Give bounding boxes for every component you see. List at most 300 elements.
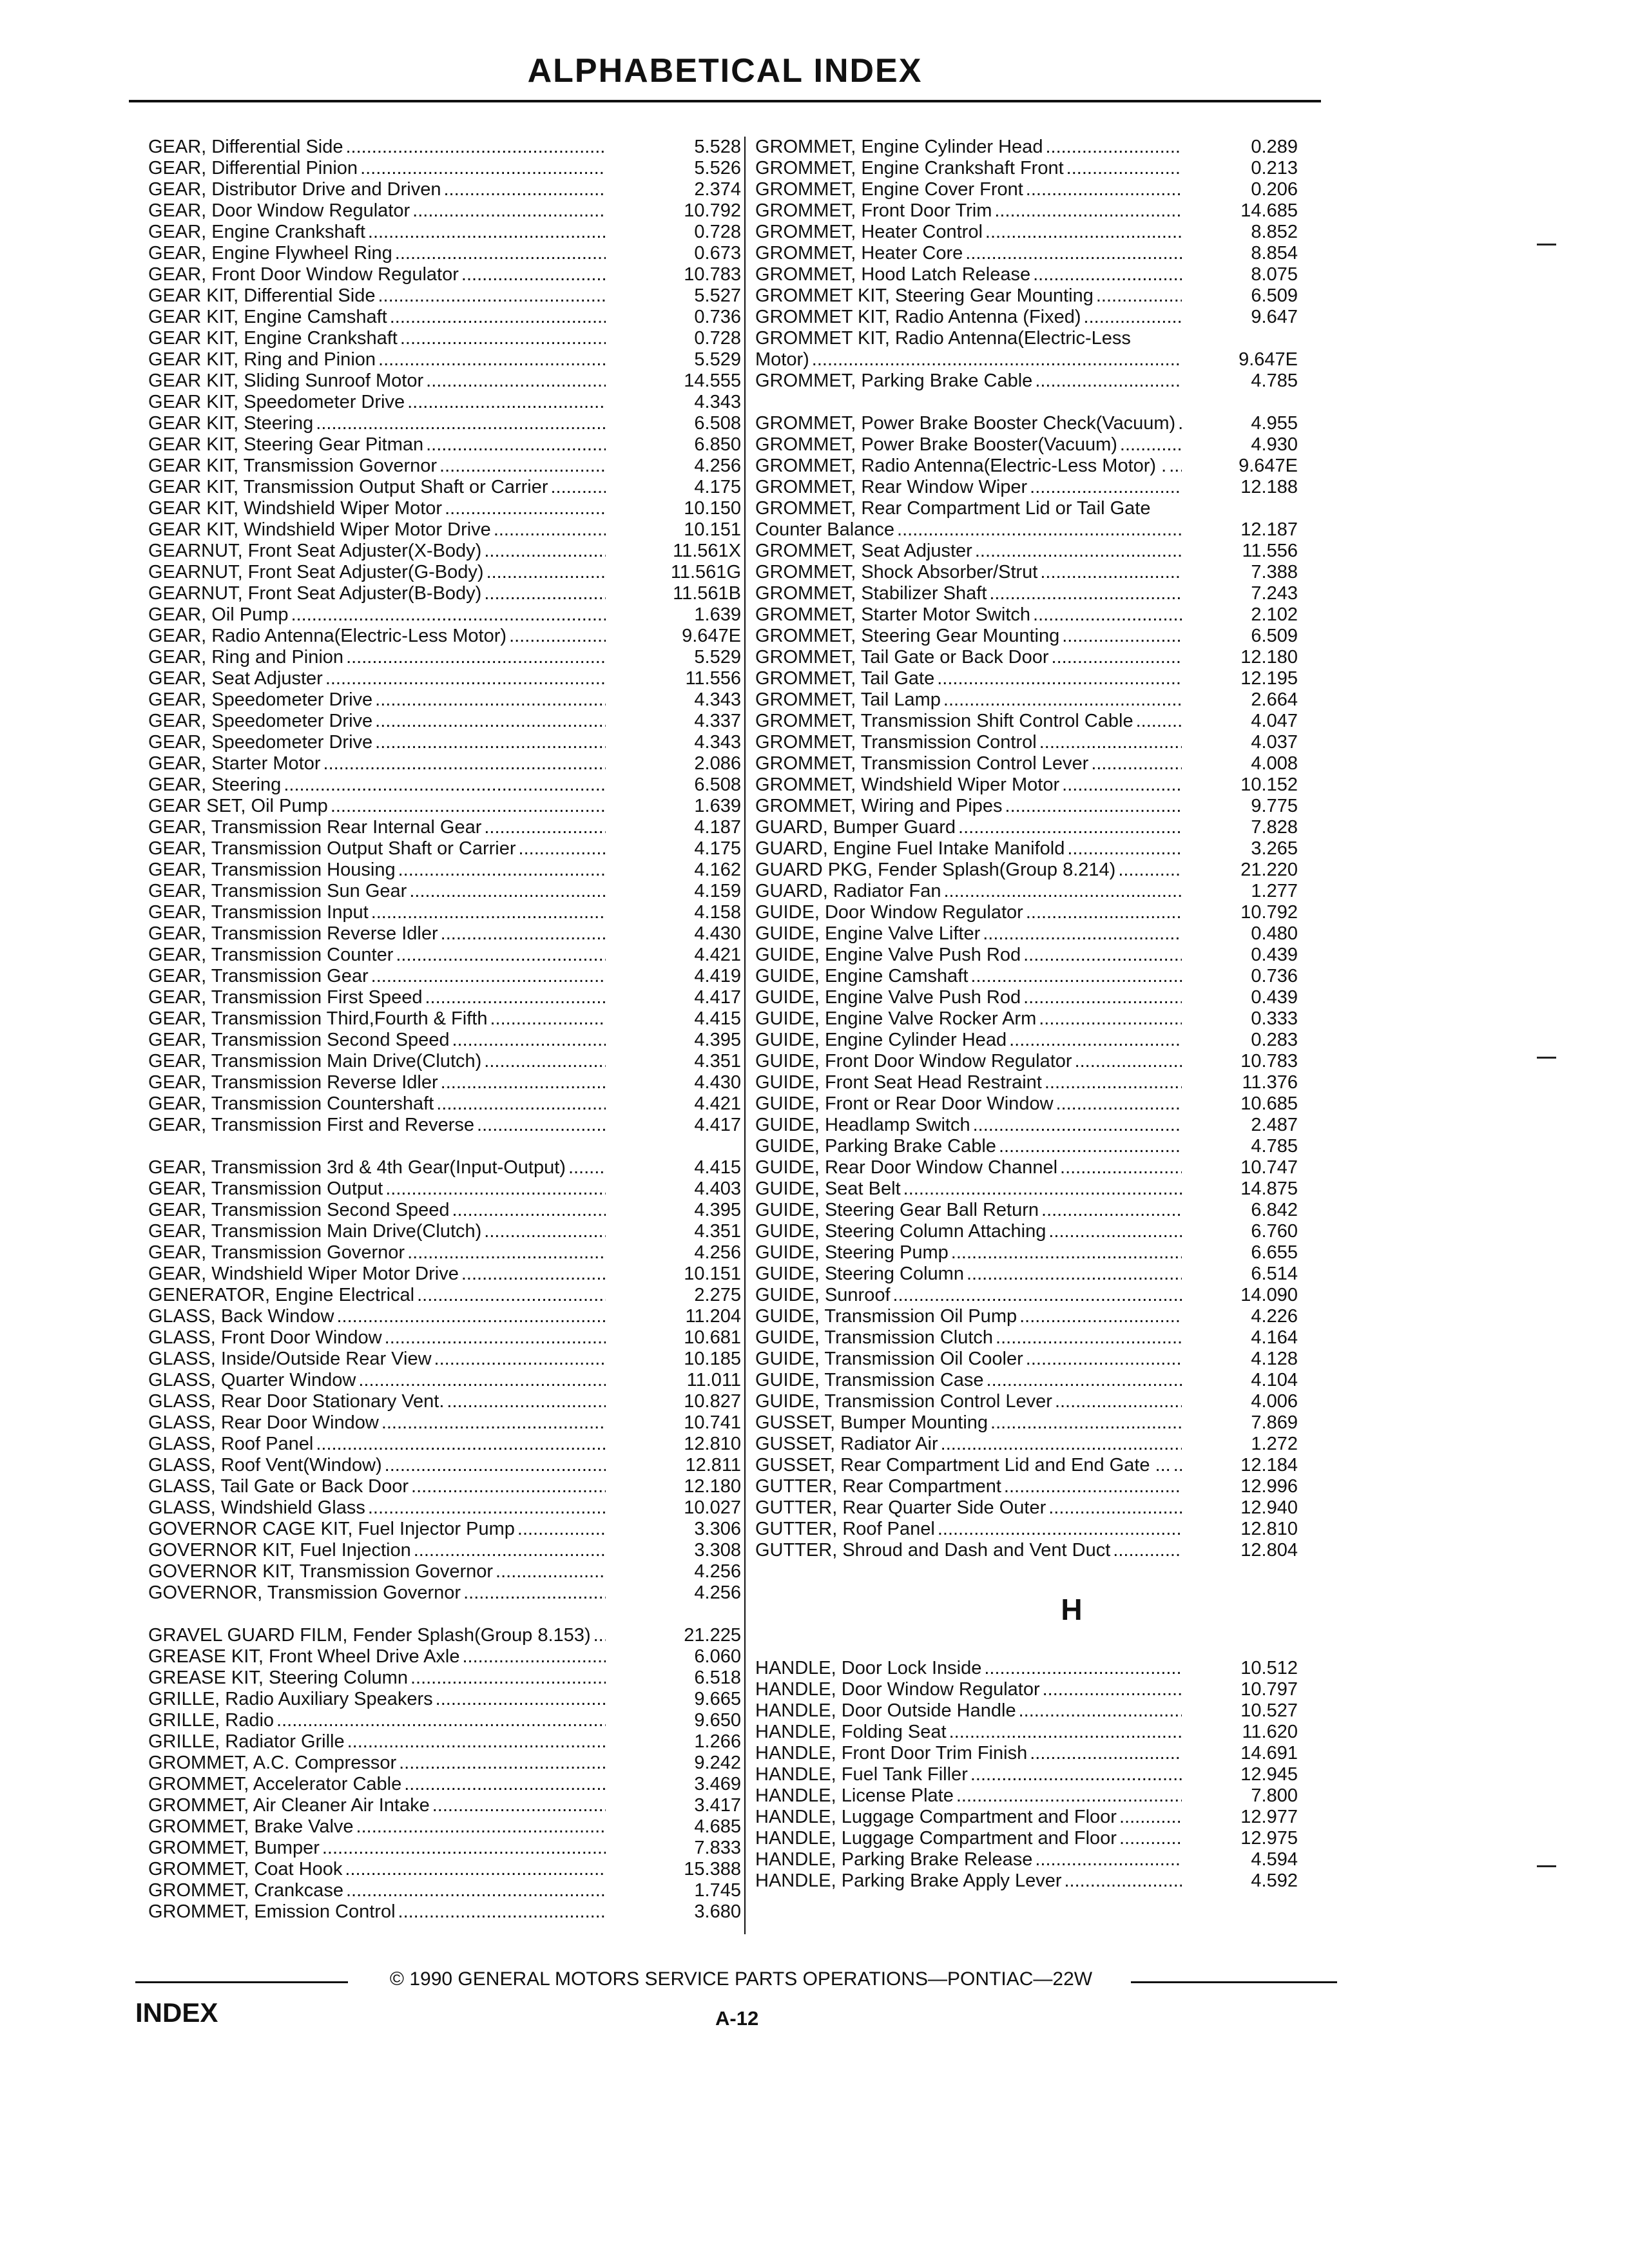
index-entry-name bbox=[755, 1115, 1182, 1136]
index-entry-name bbox=[148, 243, 606, 264]
index-entry bbox=[148, 1434, 741, 1455]
index-entry-name bbox=[148, 1753, 606, 1774]
index-entry-name bbox=[148, 434, 606, 456]
index-entry bbox=[148, 264, 741, 285]
index-entry bbox=[148, 243, 741, 264]
index-entry-ref: 10.783 bbox=[684, 264, 741, 285]
index-entry bbox=[755, 456, 1298, 477]
index-entry-name bbox=[148, 1519, 606, 1540]
index-entry-name bbox=[148, 179, 606, 200]
index-entry-name-text: GEAR, Differential Side bbox=[148, 137, 346, 157]
index-entry-ref: 0.206 bbox=[1251, 179, 1298, 200]
index-entry bbox=[148, 817, 741, 838]
index-entry-ref: 12.180 bbox=[684, 1476, 741, 1497]
index-entry-name bbox=[148, 1115, 606, 1136]
index-entry-name-text: HANDLE, Luggage Compartment and Floor bbox=[755, 1828, 1119, 1849]
index-entry bbox=[148, 923, 741, 945]
index-entry bbox=[755, 1722, 1298, 1743]
index-entry-ref: 10.512 bbox=[1240, 1658, 1298, 1678]
index-entry-name bbox=[755, 1370, 1182, 1391]
index-entry bbox=[148, 1327, 741, 1349]
index-entry-name bbox=[148, 1051, 606, 1072]
index-entry-name-text: GUTTER, Shroud and Dash and Vent Duct bbox=[755, 1540, 1113, 1561]
index-entry-name-text: GUTTER, Roof Panel bbox=[755, 1519, 938, 1539]
index-entry-ref: 6.518 bbox=[694, 1667, 741, 1688]
index-entry-name-text: HANDLE, Door Window Regulator bbox=[755, 1679, 1043, 1700]
index-entry bbox=[755, 1178, 1298, 1200]
index-entry-name-text: GUIDE, Engine Camshaft bbox=[755, 966, 970, 986]
index-entry-name bbox=[755, 753, 1182, 774]
index-entry bbox=[755, 264, 1298, 285]
index-entry-name bbox=[755, 1200, 1182, 1221]
index-entry-name bbox=[148, 1327, 606, 1349]
index-entry-ref: 14.090 bbox=[1240, 1285, 1298, 1305]
index-entry bbox=[148, 434, 741, 456]
index-entry-name bbox=[148, 902, 606, 923]
index-entry-name-text: GUIDE, Engine Cylinder Head bbox=[755, 1030, 1009, 1050]
index-entry-name-text: GUIDE, Front Seat Head Restraint bbox=[755, 1072, 1045, 1093]
index-entry-ref: 1.277 bbox=[1251, 881, 1298, 901]
index-entry-ref: 12.184 bbox=[1240, 1455, 1298, 1475]
index-entry-name-text: GEAR, Transmission Second Speed bbox=[148, 1200, 452, 1220]
index-entry bbox=[755, 711, 1298, 732]
index-entry-ref: 1.745 bbox=[694, 1880, 741, 1901]
index-entry bbox=[148, 562, 741, 583]
index-entry-name bbox=[755, 881, 1182, 902]
index-entry-ref: 9.647 bbox=[1251, 307, 1298, 327]
index-entry-name-text: GEAR, Radio Antenna(Electric-Less Motor) bbox=[148, 626, 509, 646]
index-entry-ref: 2.374 bbox=[694, 179, 741, 200]
index-entry-ref: 4.008 bbox=[1251, 753, 1298, 774]
index-entry-ref: 12.811 bbox=[685, 1455, 741, 1475]
index-entry bbox=[755, 966, 1298, 987]
index-entry-ref: 4.175 bbox=[694, 477, 741, 497]
index-entry-name-text: GEAR, Transmission Second Speed bbox=[148, 1030, 452, 1050]
index-entry-name bbox=[755, 1327, 1182, 1349]
index-entry-name-text: GEAR, Speedometer Drive bbox=[148, 711, 375, 731]
index-entry-name-text: GUIDE, Seat Belt bbox=[755, 1178, 903, 1199]
index-entry-name-text: GUIDE, Front or Rear Door Window bbox=[755, 1093, 1056, 1114]
index-entry-name-text: GEAR, Transmission Countershaft bbox=[148, 1093, 436, 1114]
index-entry-name-text: GEAR, Oil Pump bbox=[148, 604, 291, 625]
index-entry-name bbox=[148, 1667, 606, 1689]
index-entry bbox=[755, 1391, 1298, 1412]
index-entry-ref: 4.592 bbox=[1251, 1870, 1298, 1891]
index-entry bbox=[148, 392, 741, 413]
index-entry-name-text: GEAR, Transmission Input bbox=[148, 902, 371, 923]
index-entry-name-text: GUIDE, Parking Brake Cable bbox=[755, 1136, 999, 1157]
index-entry bbox=[148, 222, 741, 243]
index-entry-ref: 4.430 bbox=[694, 1072, 741, 1093]
index-entry-name bbox=[755, 817, 1182, 838]
index-entry-ref: 12.187 bbox=[1240, 519, 1298, 540]
index-entry-name bbox=[148, 1625, 606, 1646]
index-entry-name-text: GEAR KIT, Speedometer Drive bbox=[148, 392, 407, 412]
index-entry-name bbox=[148, 1689, 606, 1710]
index-entry-name bbox=[755, 604, 1182, 626]
index-entry-name bbox=[148, 796, 606, 817]
index-entry-name bbox=[148, 604, 606, 626]
index-entry-ref: 9.647E bbox=[1239, 456, 1298, 476]
index-entry-name-text: GEAR, Transmission Main Drive(Clutch) bbox=[148, 1051, 484, 1072]
index-entry-ref: 2.275 bbox=[694, 1285, 741, 1305]
index-entry-ref: 4.037 bbox=[1251, 732, 1298, 753]
index-entry-ref: 0.213 bbox=[1251, 158, 1298, 178]
index-entry-name-text: GRILLE, Radio bbox=[148, 1710, 276, 1731]
index-entry bbox=[148, 137, 741, 158]
index-entry bbox=[148, 711, 741, 732]
index-entry-name-text: GROMMET, Transmission Control Lever bbox=[755, 753, 1091, 774]
index-entry bbox=[755, 689, 1298, 711]
index-entry bbox=[148, 1264, 741, 1285]
index-entry-name bbox=[148, 456, 606, 477]
index-entry-name bbox=[755, 498, 1182, 541]
index-entry bbox=[755, 562, 1298, 583]
index-entry bbox=[148, 1646, 741, 1667]
index-entry bbox=[148, 1753, 741, 1774]
index-entry bbox=[148, 1901, 741, 1923]
index-entry-name-text: GLASS, Back Window bbox=[148, 1306, 337, 1327]
section-letter-h: H bbox=[1061, 1593, 1083, 1626]
index-entry-name bbox=[148, 562, 606, 583]
index-entry-name-text: GUIDE, Sunroof bbox=[755, 1285, 893, 1305]
index-entry-ref: 7.800 bbox=[1251, 1785, 1298, 1806]
index-entry-name bbox=[755, 626, 1182, 647]
index-entry-name bbox=[755, 1306, 1182, 1327]
index-entry-name bbox=[148, 541, 606, 562]
index-entry-name-text: GROMMET, Tail Gate bbox=[755, 668, 937, 689]
index-entry-name-text: GOVERNOR KIT, Transmission Governor bbox=[148, 1561, 496, 1582]
index-entry bbox=[755, 477, 1298, 498]
index-entry-name bbox=[148, 392, 606, 413]
index-entry-name bbox=[755, 1807, 1182, 1828]
index-entry-name bbox=[148, 945, 606, 966]
index-entry bbox=[755, 1008, 1298, 1030]
index-entry-ref: 4.403 bbox=[694, 1178, 741, 1199]
index-entry bbox=[148, 1816, 741, 1838]
index-entry-name bbox=[148, 1264, 606, 1285]
index-entry-name bbox=[148, 817, 606, 838]
index-entry-name bbox=[148, 1221, 606, 1242]
index-entry-ref: 0.728 bbox=[694, 328, 741, 349]
index-entry-name bbox=[148, 1391, 606, 1412]
index-entry-name bbox=[148, 1901, 606, 1923]
index-entry-name-text: GROMMET, Power Brake Booster Check(Vacuum) bbox=[755, 413, 1178, 434]
index-entry bbox=[755, 1519, 1298, 1540]
index-entry-name bbox=[755, 1391, 1182, 1412]
index-entry-ref: 6.760 bbox=[1251, 1221, 1298, 1242]
index-entry bbox=[755, 1264, 1298, 1285]
index-entry-name bbox=[755, 774, 1182, 796]
index-entry bbox=[148, 1774, 741, 1795]
index-entry-ref: 9.647E bbox=[682, 626, 741, 646]
index-entry-ref: 0.289 bbox=[1251, 137, 1298, 157]
index-entry-name bbox=[148, 1072, 606, 1093]
index-entry-name-text: GUTTER, Rear Quarter Side Outer bbox=[755, 1497, 1048, 1518]
index-entry bbox=[148, 1349, 741, 1370]
index-entry-name-text: GRAVEL GUARD FILM, Fender Splash(Group 8.153) bbox=[148, 1625, 593, 1646]
index-entry-ref: 4.419 bbox=[694, 966, 741, 986]
index-entry bbox=[148, 1030, 741, 1051]
index-entry-name bbox=[148, 966, 606, 987]
index-entry-name bbox=[148, 1008, 606, 1030]
index-column-right bbox=[755, 137, 1298, 1892]
index-entry-name-text: GEAR, Engine Crankshaft bbox=[148, 222, 368, 242]
index-entry-name-text: GUIDE, Door Window Regulator bbox=[755, 902, 1026, 923]
index-entry bbox=[148, 1880, 741, 1901]
index-entry-name bbox=[755, 1072, 1182, 1093]
index-entry-ref: 11.204 bbox=[685, 1306, 741, 1327]
index-entry bbox=[148, 966, 741, 987]
index-entry-name-text: GEAR KIT, Differential Side bbox=[148, 285, 378, 306]
index-entry-name bbox=[755, 1093, 1182, 1115]
index-entry-ref: 15.388 bbox=[684, 1859, 741, 1879]
index-entry-ref: 4.337 bbox=[694, 711, 741, 731]
index-entry-name bbox=[755, 434, 1182, 456]
index-entry bbox=[148, 541, 741, 562]
index-entry bbox=[148, 881, 741, 902]
index-entry bbox=[755, 860, 1298, 881]
index-entry-name-text: GROMMET, Front Door Trim bbox=[755, 200, 994, 221]
index-entry bbox=[148, 1859, 741, 1880]
index-entry bbox=[755, 902, 1298, 923]
index-entry-name bbox=[755, 1434, 1182, 1455]
index-entry-name bbox=[755, 668, 1182, 689]
index-entry bbox=[148, 328, 741, 349]
index-entry-name bbox=[148, 1285, 606, 1306]
index-entry-name-text: GEAR, Transmission Third,Fourth & Fifth bbox=[148, 1008, 490, 1029]
index-entry-name bbox=[755, 158, 1182, 179]
index-entry-name bbox=[755, 732, 1182, 753]
index-entry-name-text: GUIDE, Transmission Case bbox=[755, 1370, 987, 1390]
index-entry-name-text: GLASS, Front Door Window bbox=[148, 1327, 385, 1348]
index-entry-name-text: GUIDE, Rear Door Window Channel bbox=[755, 1157, 1060, 1178]
index-entry-name bbox=[755, 1785, 1182, 1807]
index-entry-name-text: GOVERNOR KIT, Fuel Injection bbox=[148, 1540, 414, 1561]
index-entry-ref: 4.415 bbox=[694, 1157, 741, 1178]
index-entry-name-text: GEAR, Windshield Wiper Motor Drive bbox=[148, 1264, 461, 1284]
index-entry bbox=[755, 498, 1298, 541]
index-entry-name-text: GEAR, Transmission Rear Internal Gear bbox=[148, 817, 484, 838]
index-entry bbox=[755, 604, 1298, 626]
index-entry-ref: 21.225 bbox=[684, 1625, 741, 1646]
index-entry-ref: 12.195 bbox=[1240, 668, 1298, 689]
index-entry-name-text: GEAR, Starter Motor bbox=[148, 753, 323, 774]
index-entry-name-text: GEAR, Transmission Counter bbox=[148, 945, 396, 965]
index-entry bbox=[148, 1242, 741, 1264]
index-entry bbox=[148, 860, 741, 881]
index-entry-ref: 4.162 bbox=[694, 860, 741, 880]
index-entry bbox=[148, 1838, 741, 1859]
index-entry-name bbox=[755, 1051, 1182, 1072]
index-entry-ref: 4.415 bbox=[694, 1008, 741, 1029]
index-entry-name bbox=[148, 137, 606, 158]
index-entry bbox=[148, 1455, 741, 1476]
index-entry-name-text: GUIDE, Engine Valve Push Rod bbox=[755, 987, 1023, 1008]
index-entry-name bbox=[148, 285, 606, 307]
index-entry-ref: 4.343 bbox=[694, 392, 741, 412]
index-entry-ref: 10.185 bbox=[684, 1349, 741, 1369]
index-entry-name bbox=[755, 1349, 1182, 1370]
index-entry-ref: 2.102 bbox=[1251, 604, 1298, 625]
index-entry bbox=[755, 647, 1298, 668]
index-entry-name-text: GLASS, Quarter Window bbox=[148, 1370, 358, 1390]
index-entry-name bbox=[755, 711, 1182, 732]
index-entry bbox=[755, 923, 1298, 945]
index-entry-ref: 4.421 bbox=[694, 945, 741, 965]
index-entry-name bbox=[148, 1157, 606, 1178]
index-entry-name-text: GEAR, Transmission Sun Gear bbox=[148, 881, 409, 901]
index-entry-ref: 12.810 bbox=[684, 1434, 741, 1454]
index-entry-name-text: GEAR, Differential Pinion bbox=[148, 158, 360, 178]
index-entry bbox=[755, 1242, 1298, 1264]
index-entry-name bbox=[755, 1455, 1182, 1476]
index-entry-name bbox=[148, 1646, 606, 1667]
index-entry-name-text: HANDLE, Parking Brake Release bbox=[755, 1849, 1035, 1870]
index-entry bbox=[755, 817, 1298, 838]
index-entry-ref: 0.736 bbox=[694, 307, 741, 327]
index-entry-name-text: GUIDE, Transmission Control Lever bbox=[755, 1391, 1055, 1412]
index-entry-name-text: GUIDE, Engine Valve Rocker Arm bbox=[755, 1008, 1039, 1029]
index-entry-name-text: GRILLE, Radiator Grille bbox=[148, 1731, 347, 1752]
index-entry-name bbox=[148, 349, 606, 370]
index-entry-name bbox=[755, 1157, 1182, 1178]
index-entry bbox=[755, 1679, 1298, 1700]
index-entry bbox=[755, 796, 1298, 817]
index-entry-name-text: GEAR, Transmission Output Shaft or Carrier bbox=[148, 838, 519, 859]
index-entry bbox=[755, 1455, 1298, 1476]
index-entry bbox=[755, 1030, 1298, 1051]
index-entry-name bbox=[755, 902, 1182, 923]
index-entry-name bbox=[755, 838, 1182, 860]
index-entry-name bbox=[148, 1093, 606, 1115]
index-entry-ref: 14.685 bbox=[1240, 200, 1298, 221]
index-entry-name bbox=[148, 647, 606, 668]
index-entry-ref: 6.508 bbox=[694, 413, 741, 434]
index-entry-ref: 4.006 bbox=[1251, 1391, 1298, 1412]
index-entry-ref: 14.691 bbox=[1240, 1743, 1298, 1763]
index-entry-name bbox=[148, 1859, 606, 1880]
index-entry bbox=[755, 243, 1298, 264]
index-entry-name-text: GROMMET, Shock Absorber/Strut bbox=[755, 562, 1040, 582]
index-entry-name-text: GEAR, Seat Adjuster bbox=[148, 668, 325, 689]
index-entry-name bbox=[148, 626, 606, 647]
index-entry bbox=[755, 1306, 1298, 1327]
index-entry-name-text: GLASS, Windshield Glass bbox=[148, 1497, 368, 1518]
index-entry bbox=[755, 158, 1298, 179]
index-entry-ref: 4.158 bbox=[694, 902, 741, 923]
index-entry-name bbox=[755, 1743, 1182, 1764]
index-entry-name-text: GUARD, Bumper Guard bbox=[755, 817, 958, 838]
index-entry-ref: 0.480 bbox=[1251, 923, 1298, 944]
index-entry-name-text: GUARD PKG, Fender Splash(Group 8.214) bbox=[755, 860, 1118, 880]
index-entry-name-text: GEARNUT, Front Seat Adjuster(G-Body) bbox=[148, 562, 487, 582]
index-entry-name bbox=[755, 307, 1182, 328]
index-entry-name-text: GENERATOR, Engine Electrical bbox=[148, 1285, 417, 1305]
index-entry bbox=[755, 1136, 1298, 1157]
index-entry-name bbox=[148, 1412, 606, 1434]
index-entry-ref: 4.395 bbox=[694, 1030, 741, 1050]
index-entry-name-text: GEARNUT, Front Seat Adjuster(X-Body) bbox=[148, 541, 484, 561]
index-entry-ref: 12.940 bbox=[1240, 1497, 1298, 1518]
index-entry-name bbox=[755, 200, 1182, 222]
index-entry bbox=[148, 1519, 741, 1540]
index-entry bbox=[755, 1540, 1298, 1561]
index-entry-ref: 7.828 bbox=[1251, 817, 1298, 838]
index-entry bbox=[148, 1391, 741, 1412]
index-entry-ref: 4.187 bbox=[694, 817, 741, 838]
index-entry-name-text: HANDLE, Luggage Compartment and Floor bbox=[755, 1807, 1119, 1827]
index-entry-name-text: GROMMET, Windshield Wiper Motor bbox=[755, 774, 1062, 795]
index-entry bbox=[148, 349, 741, 370]
index-entry bbox=[148, 1795, 741, 1816]
index-entry-ref: 5.529 bbox=[694, 647, 741, 668]
index-entry-ref: 10.151 bbox=[684, 1264, 741, 1284]
index-entry-name bbox=[148, 1242, 606, 1264]
index-entry-ref: 4.785 bbox=[1251, 370, 1298, 391]
index-entry bbox=[755, 1434, 1298, 1455]
index-entry bbox=[148, 945, 741, 966]
index-entry-ref: 4.164 bbox=[1251, 1327, 1298, 1348]
index-entry-ref: 11.561B bbox=[673, 583, 741, 604]
index-entry-name-text: GROMMET, Crankcase bbox=[148, 1880, 346, 1901]
index-entry-ref: 4.175 bbox=[694, 838, 741, 859]
index-entry-ref: 10.792 bbox=[684, 200, 741, 221]
index-entry-name bbox=[148, 838, 606, 860]
index-entry-ref: 4.930 bbox=[1251, 434, 1298, 455]
index-entry-name bbox=[755, 1519, 1182, 1540]
index-entry-name bbox=[148, 1306, 606, 1327]
footer-copyright: © 1990 GENERAL MOTORS SERVICE PARTS OPERATIONS—PONTIAC—22W bbox=[389, 1968, 1093, 1990]
index-entry-name bbox=[148, 689, 606, 711]
index-entry-name-text: HANDLE, Front Door Trim Finish bbox=[755, 1743, 1030, 1763]
index-entry-name-text: GUIDE, Front Door Window Regulator bbox=[755, 1051, 1075, 1072]
index-entry-name-text: GLASS, Rear Door Stationary Vent. bbox=[148, 1391, 447, 1412]
index-entry bbox=[755, 328, 1298, 370]
index-entry-name-text: GLASS, Inside/Outside Rear View bbox=[148, 1349, 434, 1369]
index-entry-name-text: GEAR KIT, Engine Camshaft bbox=[148, 307, 390, 327]
index-entry-name bbox=[755, 987, 1182, 1008]
index-entry-ref: 4.351 bbox=[694, 1051, 741, 1072]
index-entry-name-text: GEAR, Speedometer Drive bbox=[148, 689, 375, 710]
index-entry-ref: 3.308 bbox=[694, 1540, 741, 1561]
index-entry-name-text: GEARNUT, Front Seat Adjuster(B-Body) bbox=[148, 583, 484, 604]
index-entry-ref: 4.785 bbox=[1251, 1136, 1298, 1157]
index-entry-name-text: GREASE KIT, Steering Column bbox=[148, 1667, 410, 1688]
index-entry-name bbox=[755, 222, 1182, 243]
index-entry-name-text: GUIDE, Transmission Clutch bbox=[755, 1327, 996, 1348]
index-entry-name bbox=[148, 1434, 606, 1455]
index-entry-ref: 6.060 bbox=[694, 1646, 741, 1667]
index-entry-name-text: GROMMET, Rear Compartment Lid or Tail Gate Counter Balance bbox=[755, 498, 1151, 540]
index-entry-name-text: GREASE KIT, Front Wheel Drive Axle bbox=[148, 1646, 462, 1667]
index-entry-name bbox=[755, 1178, 1182, 1200]
index-entry-ref: 4.594 bbox=[1251, 1849, 1298, 1870]
index-entry bbox=[755, 222, 1298, 243]
index-entry-name-text: GROMMET, Parking Brake Cable bbox=[755, 370, 1035, 391]
index-entry-name-text: GROMMET, Power Brake Booster(Vacuum) bbox=[755, 434, 1120, 455]
index-entry-name bbox=[755, 413, 1182, 434]
index-entry-name bbox=[148, 881, 606, 902]
footer-rule bbox=[135, 1981, 348, 1983]
index-column-left bbox=[148, 137, 741, 1923]
index-entry-name bbox=[755, 945, 1182, 966]
index-entry-name bbox=[755, 1700, 1182, 1722]
index-entry-name-text: GEAR KIT, Windshield Wiper Motor bbox=[148, 498, 445, 519]
footer-rule bbox=[1131, 1981, 1337, 1983]
index-entry bbox=[755, 1807, 1298, 1828]
index-entry-name bbox=[148, 1455, 606, 1476]
